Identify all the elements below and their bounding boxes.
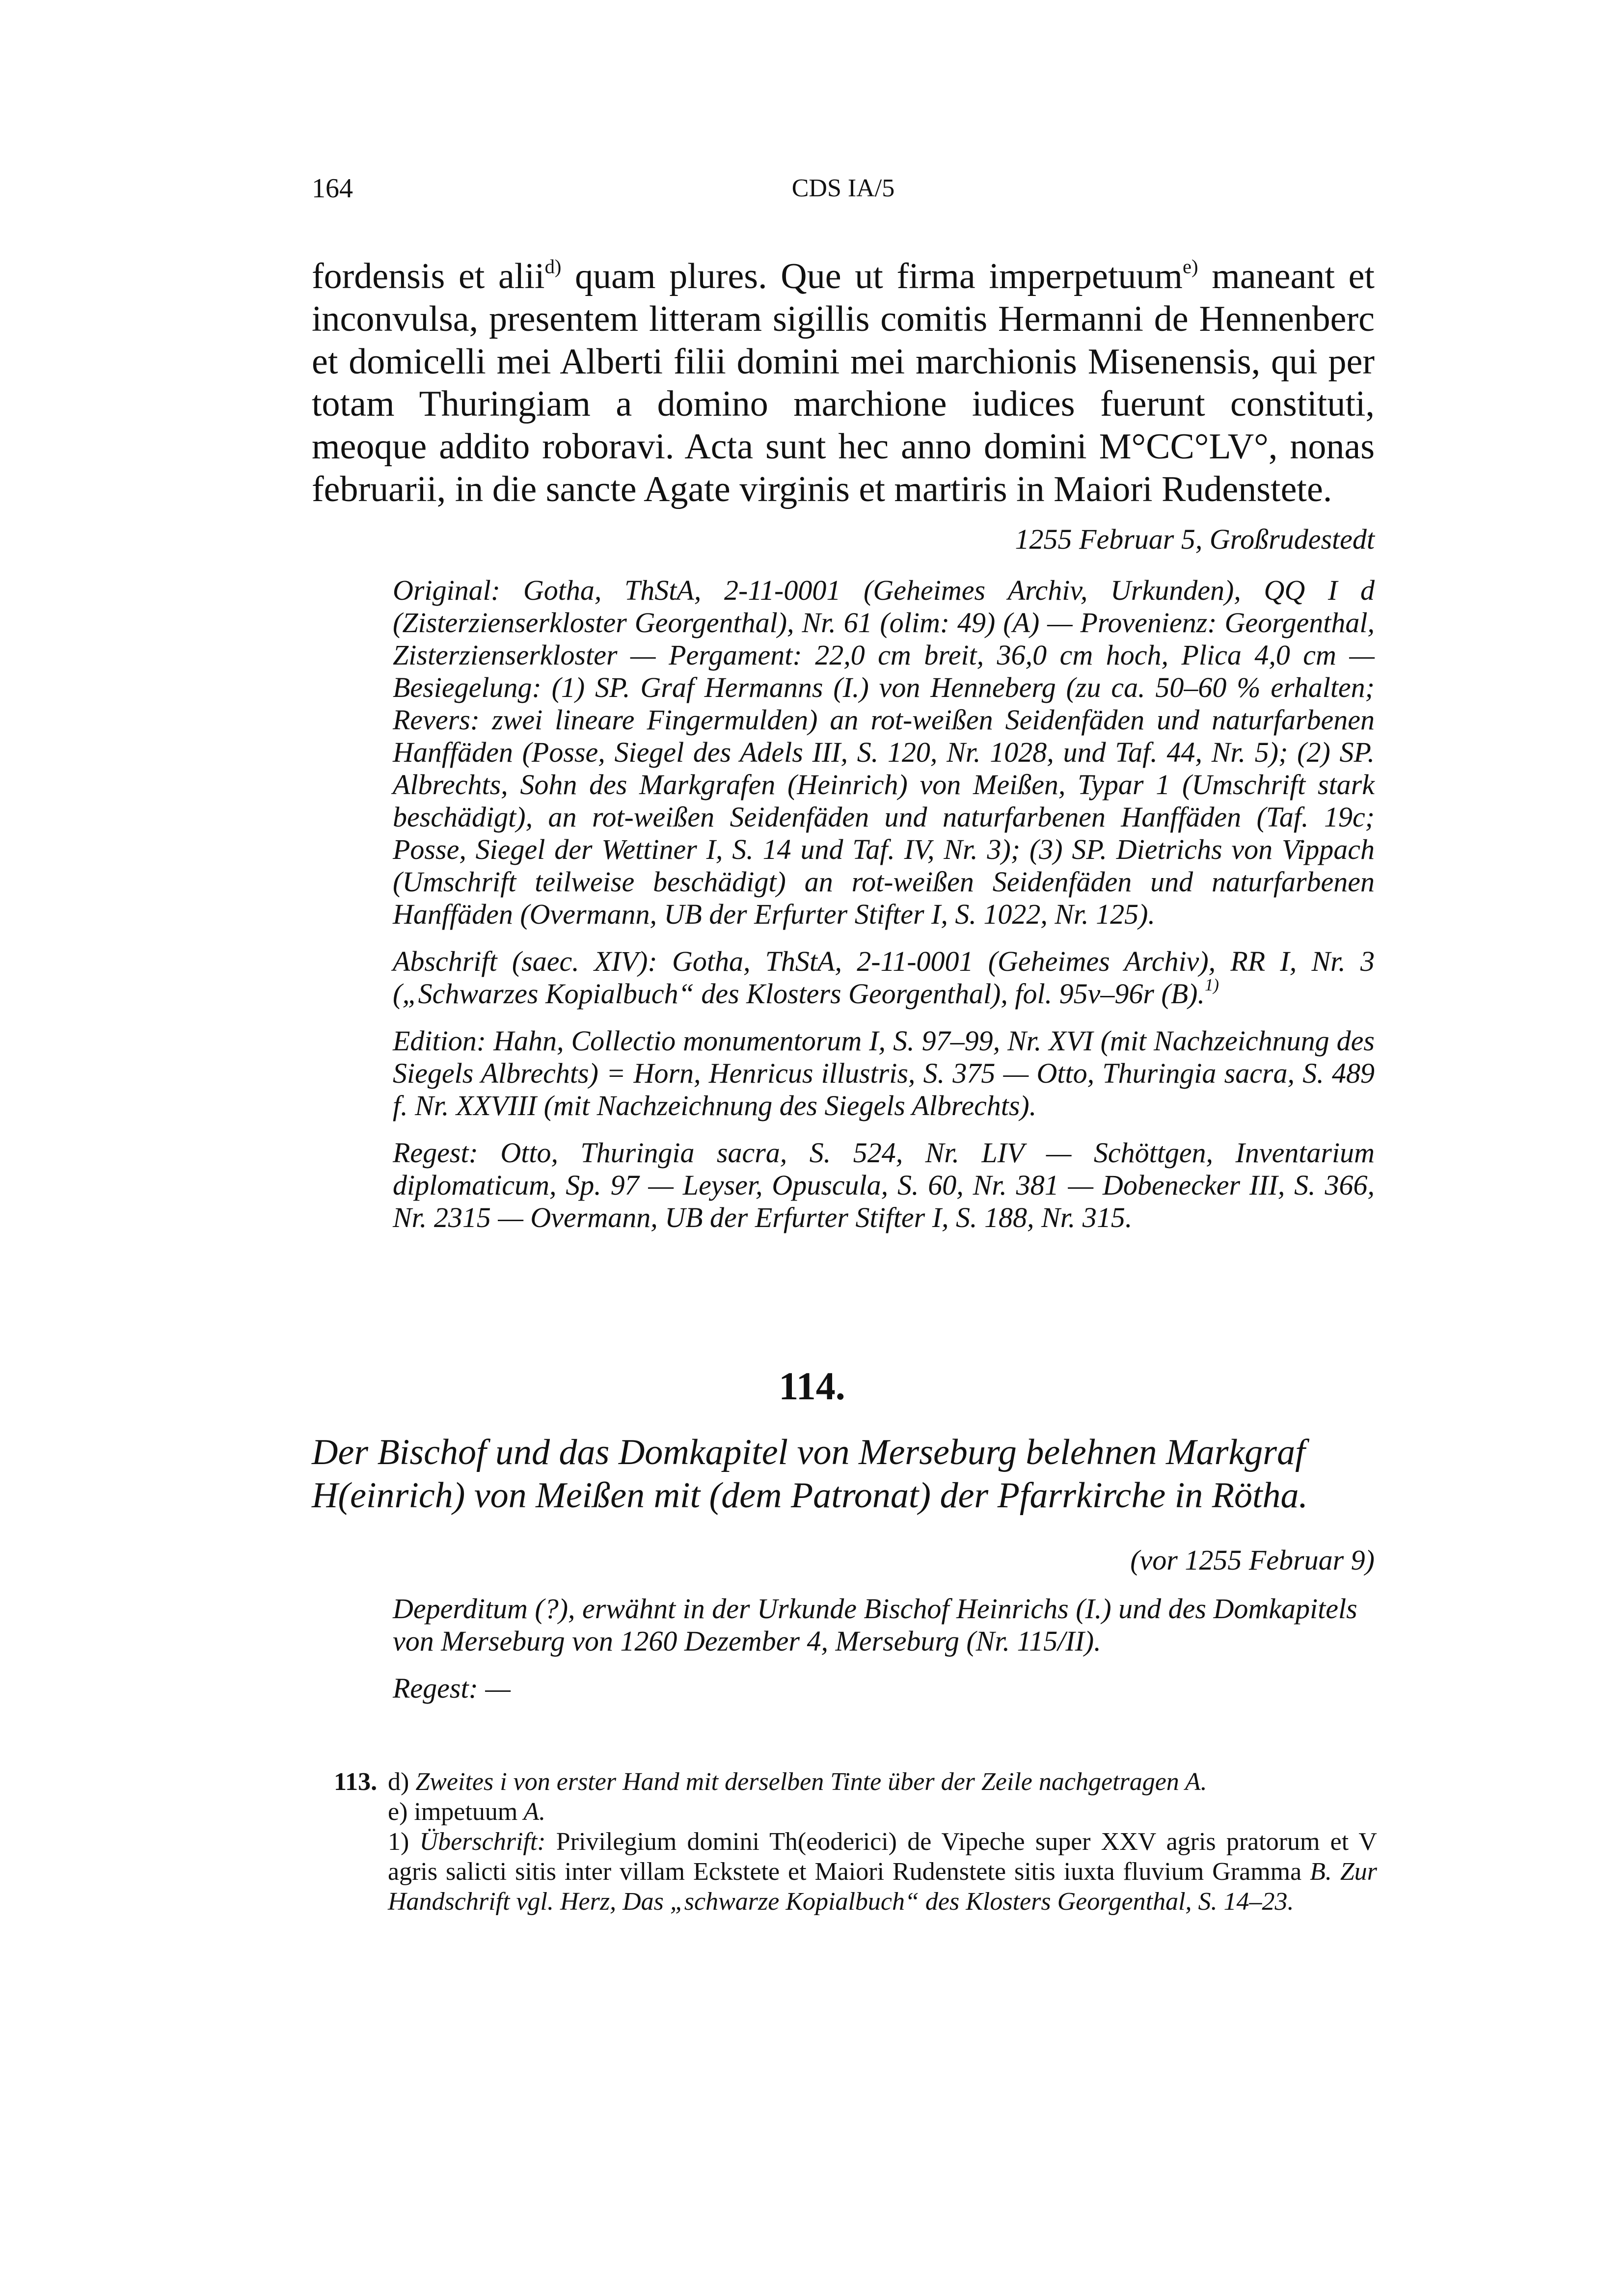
footnote-1-label: Überschrift: [419, 1828, 546, 1856]
running-head: CDS IA/5 [791, 174, 895, 202]
footnote-body [388, 1767, 1377, 1917]
document-number-114: 114. [779, 1365, 845, 1408]
regest-note: Regest: Otto, Thuringia sacra, S. 524, Nr. LIV — Schöttgen, Inventarium diplomaticum, Sp. 97 — Leyser, Opuscula, S. 60, Nr. 381 — Dobenecker III, S. 366, Nr. 2315 — Overmann, UB der Erfurter Stifter I, S. 188, Nr. 315. [393, 1137, 1375, 1233]
footnote-ref-d: d) [544, 255, 562, 278]
text-part-3: maneant et inconvulsa, presentem litteram sigillis comitis Hermanni de Hennenberc et domicelli mei Alberti filii domini mei marchionis Misenensis, qui per totam Thuringiam a domino marchione iudices fuerunt constituti, meoque addito roboravi. Acta sunt hec anno domini M°CC°LV°, nonas februarii, in die sancte Agate virginis et martiris in Maiori Rudenstete. [312, 256, 1375, 509]
footnote-1 [388, 1827, 1377, 1917]
footnote-e-text: A. [517, 1798, 546, 1826]
text-part-2: quam plures. Que ut firma imperpetuum [561, 256, 1183, 296]
footnotes-113 [334, 1767, 1377, 1917]
footnote-ref-e: e) [1182, 255, 1198, 278]
footnote-d-mark: d) [388, 1768, 409, 1796]
footnote-1-italic: B. Zur Handschrift vgl. Herz, Das „schwarze Kopialbuch“ des Klosters Georgenthal, S. 14–23. [388, 1858, 1378, 1916]
apparatus-113 [393, 574, 1375, 1249]
abschrift-text: Abschrift (saec. XIV): Gotha, ThStA, 2-11-0001 (Geheimes Archiv), RR I, Nr. 3 („Schwarzes Kopialbuch“ des Klosters Georgenthal), fol. 95v–96r (B). [393, 945, 1375, 1010]
edition-note: Edition: Hahn, Collectio monumentorum I, S. 97–99, Nr. XVI (mit Nachzeichnung des Siegels Albrechts) = Horn, Henricus illustris, S. 375 — Otto, Thuringia sacra, S. 489 f. Nr. XXVIII (mit Nachzeichnung des Siegels Albrechts). [393, 1025, 1375, 1121]
footnote-e [388, 1797, 1377, 1827]
apparatus-114 [393, 1593, 1375, 1719]
footnote-d-text: Zweites i von erster Hand mit derselben Tinte über der Zeile nachgetragen A. [409, 1768, 1207, 1796]
original-note: Original: Gotha, ThStA, 2-11-0001 (Geheimes Archiv, Urkunden), QQ I d (Zisterzienserkloster Georgenthal), Nr. 61 (olim: 49) (A) — Provenienz: Georgenthal, Zisterzienserkloster — Pergament: 22,0 cm breit, 36,0 cm hoch, Plica 4,0 cm — Besiegelung: (1) SP. Graf Hermanns (I.) von Henneberg (zu ca. 50–60 % erhalten; Revers: zwei lineare Fingermulden) an rot-weißen Seidenfäden und naturfarbenen Hanffäden (Posse, Siegel des Adels III, S. 120, Nr. 1028, und Taf. 44, Nr. 5); (2) SP. Albrechts, Sohn des Markgrafen (Heinrich) von Meißen, Typar 1 (Umschrift stark beschädigt), an rot-weißen Seidenfäden und naturfarbenen Hanffäden (Taf. 19c; Posse, Siegel der Wettiner I, S. 14 und Taf. IV, Nr. 3); (3) SP. Dietrichs von Vippach (Umschrift teilweise beschädigt) an rot-weißen Seidenfäden und naturfarbenen Hanffäden (Overmann, UB der Erfurter Stifter I, S. 1022, Nr. 125). [393, 574, 1375, 930]
page-number: 164 [312, 173, 353, 204]
deperditum-note: Deperditum (?), erwähnt in der Urkunde Bischof Heinrichs (I.) und des Domkapitels von Merseburg von 1260 Dezember 4, Merseburg (Nr. 115/II). [393, 1593, 1357, 1657]
abschrift-note [393, 945, 1375, 1010]
footnote-doc-label: 113. [334, 1768, 378, 1796]
footnote-ref-1: 1) [1205, 975, 1219, 994]
document-113-text [312, 255, 1375, 511]
date-114: (vor 1255 Februar 9) [1130, 1544, 1375, 1576]
regest-note-114: Regest: — [393, 1672, 511, 1704]
footnote-d [388, 1767, 1377, 1797]
footnote-1-text: Privilegium domini Th(eoderici) de Vipeche super XXV agris pratorum et V agris salicti sitis inter villam Eckstete et Maiori Rudenstete sitis iuxta fluvium Gramma [388, 1828, 1377, 1886]
text-part-1: fordensis et alii [312, 256, 545, 296]
document-title-114: Der Bischof und das Domkapitel von Merseburg belehnen Markgraf H(einrich) von Meißen mit (dem Patronat) der Pfarrkirche in Rötha. [312, 1432, 1308, 1516]
date-place-113: 1255 Februar 5, Großrudestedt [1015, 523, 1375, 555]
page-header [312, 173, 1375, 212]
footnote-e-mark: e) impetuum [388, 1798, 518, 1826]
footnote-1-mark: 1) [388, 1828, 420, 1856]
